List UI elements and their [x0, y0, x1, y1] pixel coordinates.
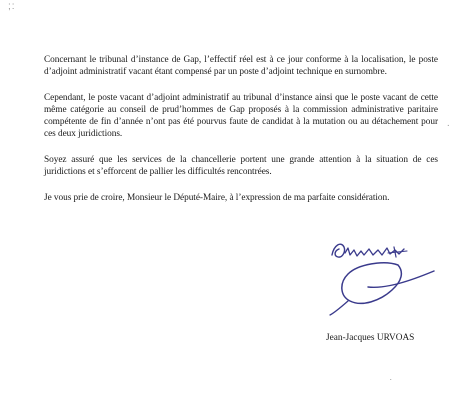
paragraph-assurance: Soyez assuré que les services de la chancellerie portent une grande attention à la situation de ces juridictions et s’efforcent de pallier les difficultés rencontrées. [44, 155, 438, 177]
scan-margin-mark: · [446, 120, 450, 131]
closing-formula: Je vous prie de croire, Monsieur le Député-Maire, à l’expression de ma parfaite considération. [44, 193, 390, 203]
handwritten-signature [328, 240, 438, 322]
paragraph-vacant-posts: Cependant, le poste vacant d’adjoint administratif au tribunal d’instance ainsi que le poste vacant de cette même catégorie au conseil de prud’hommes de Gap proposés à la commission administrative paritaire compétente de fin d’année n’ont pas été pourvus faute de candidat à la mutation ou au détachement pour ces deux juridictions. [44, 93, 438, 139]
signer-name: Jean-Jacques URVOAS [326, 333, 415, 343]
scan-corner-mark: ;: [8, 1, 16, 12]
paragraph-tribunal-gap: Concernant le tribunal d’instance de Gap, l’effectif réel est à ce jour conforme à la localisation, le poste d’adjoint administratif vacant étant compensé par un poste d’adjoint technique en surnombre. [44, 55, 438, 77]
scan-bottom-mark: . [389, 372, 392, 382]
letter-body [44, 54, 438, 218]
